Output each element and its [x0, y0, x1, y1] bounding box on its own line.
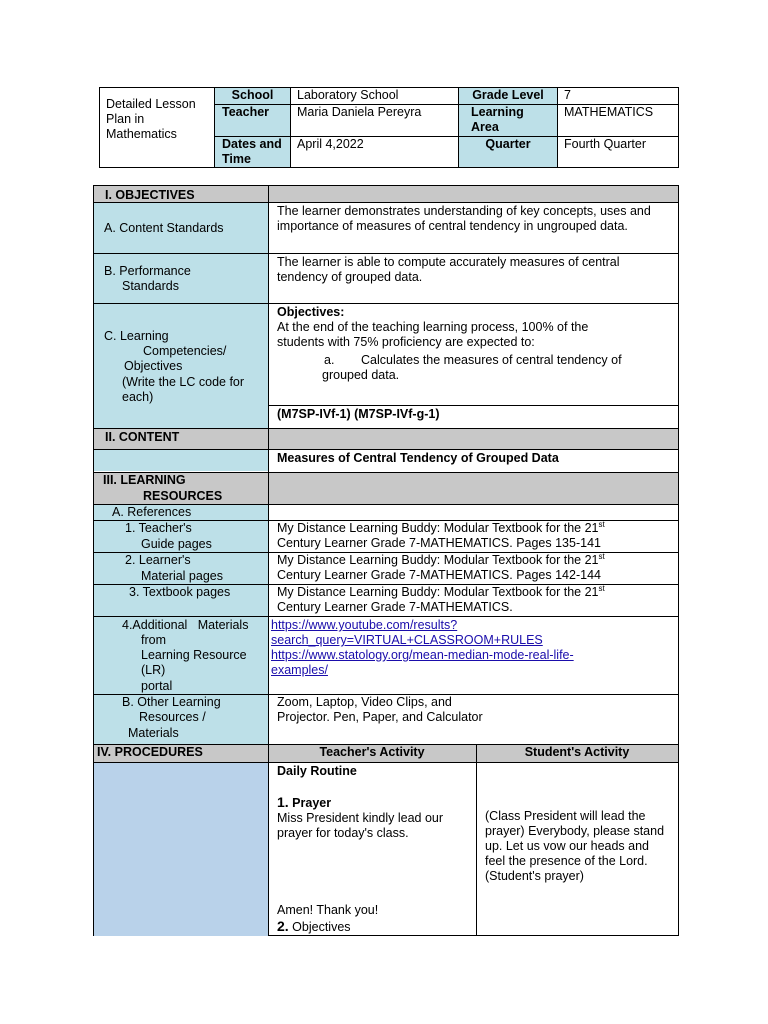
objectives-intro: At the end of the teaching learning process, 100% of the students with 75% proficiency are expected to: — [277, 320, 589, 349]
teachers-guide-label: 1. Teacher's — [125, 521, 192, 535]
objective-a-marker: a. — [324, 353, 335, 367]
dates-value: April 4,2022 — [297, 137, 364, 151]
lesson-plan-header — [99, 87, 679, 168]
teacher-activity-heading: Teacher's Activity — [319, 745, 425, 759]
learners-material-label: 2. Learner's — [125, 553, 191, 567]
document-title: Detailed Lesson Plan in Mathematics — [106, 97, 196, 141]
teachers-guide-label-2: Guide pages — [141, 537, 212, 551]
learners-material-label-2: Material pages — [141, 569, 223, 583]
content-topic: Measures of Central Tendency of Grouped Data — [277, 451, 559, 465]
student-activity-heading: Student's Activity — [524, 745, 630, 759]
textbook-pages-label: 3. Textbook pages — [129, 585, 231, 599]
objectives-title: Objectives: — [277, 305, 345, 319]
youtube-link-line2[interactable]: search_query=VIRTUAL+CLASSROOM+RULES — [271, 633, 543, 647]
resources-heading-2: RESOURCES — [143, 489, 223, 503]
performance-standards-label: B. Performance — [104, 264, 191, 278]
textbook-pages-text: My Distance Learning Buddy: Modular Textbook for the 21st Century Learner Grade 7-MATHEMATICS. — [277, 584, 605, 614]
lesson-plan-body — [93, 185, 679, 936]
performance-standards-text: The learner is able to compute accurately measures of central tendency of grouped data. — [277, 255, 620, 284]
statology-link-line2[interactable]: examples/ — [271, 663, 328, 677]
school-value: Laboratory School — [297, 88, 399, 102]
learning-competencies-label-4: (Write the LC code for each) — [122, 375, 245, 404]
learning-competencies-label: C. Learning — [104, 329, 169, 343]
objective-a-text: Calculates the measures of central tendency of grouped data. — [322, 353, 622, 382]
prayer-teacher-text: Miss President kindly lead our prayer for today's class. — [277, 811, 444, 840]
statology-link[interactable] — [266, 647, 676, 679]
dates-label: Dates and Time — [215, 137, 290, 167]
content-heading: II. CONTENT — [105, 430, 180, 444]
learning-area-label: Learning Area — [459, 105, 557, 136]
objectives-heading: I. OBJECTIVES — [105, 188, 195, 202]
teachers-guide-text: My Distance Learning Buddy: Modular Textbook for the 21st Century Learner Grade 7-MATHEMATICS. Pages 135-141 — [277, 520, 605, 550]
references-label: A. References — [112, 505, 192, 519]
additional-materials-label-2: from — [141, 633, 166, 647]
learning-area-value: MATHEMATICS — [564, 105, 654, 119]
procedures-left-column — [94, 763, 268, 936]
additional-materials-label-3: Learning Resource — [141, 648, 247, 662]
grade-level-label: Grade Level — [459, 88, 557, 104]
youtube-link[interactable] — [266, 617, 676, 649]
youtube-link-line1[interactable]: https://www.youtube.com/results? — [271, 618, 458, 632]
school-label: School — [215, 88, 290, 104]
other-resources-text: Zoom, Laptop, Video Clips, and Projector. Pen, Paper, and Calculator — [277, 695, 483, 724]
quarter-label: Quarter — [459, 137, 557, 167]
prayer-student-text: (Class President will lead the prayer) Everybody, please stand up. Let us vow our heads and feel the presence of the Lord. (Student's prayer) — [485, 809, 665, 883]
objectives-procedure-heading: 2. Objectives — [277, 918, 351, 934]
statology-link-line1[interactable]: https://www.statology.org/mean-median-mode-real-life- — [271, 648, 574, 662]
resources-heading: III. LEARNING — [103, 473, 186, 487]
learning-competencies-label-2: Competencies/ — [143, 344, 227, 358]
additional-materials-label: 4.Additional Materials — [122, 618, 249, 632]
other-resources-label-2: Resources / — [139, 710, 206, 724]
quarter-value: Fourth Quarter — [564, 137, 646, 151]
content-standards-label: A. Content Standards — [104, 221, 224, 235]
grade-level-value: 7 — [564, 88, 571, 102]
other-resources-label-3: Materials — [128, 726, 179, 740]
prayer-heading: 1. Prayer — [277, 794, 332, 810]
learning-competencies-label-3: Objectives — [124, 359, 183, 373]
other-resources-label: B. Other Learning — [122, 695, 221, 709]
daily-routine-label: Daily Routine — [277, 764, 357, 778]
lc-code: (M7SP-IVf-1) (M7SP-IVf-g-1) — [277, 407, 440, 421]
learners-material-text: My Distance Learning Buddy: Modular Textbook for the 21st Century Learner Grade 7-MATHEMATICS. Pages 142-144 — [277, 552, 605, 582]
content-left-cell — [94, 449, 268, 471]
additional-materials-label-4: (LR) — [141, 663, 166, 677]
content-standards-text: The learner demonstrates understanding of key concepts, uses and importance of measures of central tendency in ungrouped data. — [277, 204, 651, 233]
teacher-label: Teacher — [215, 105, 290, 136]
performance-standards-label-2: Standards — [122, 279, 179, 293]
procedures-heading: IV. PROCEDURES — [97, 745, 203, 759]
additional-materials-label-5: portal — [141, 679, 173, 693]
teacher-value: Maria Daniela Pereyra — [297, 105, 422, 119]
amen-text: Amen! Thank you! — [277, 903, 379, 917]
